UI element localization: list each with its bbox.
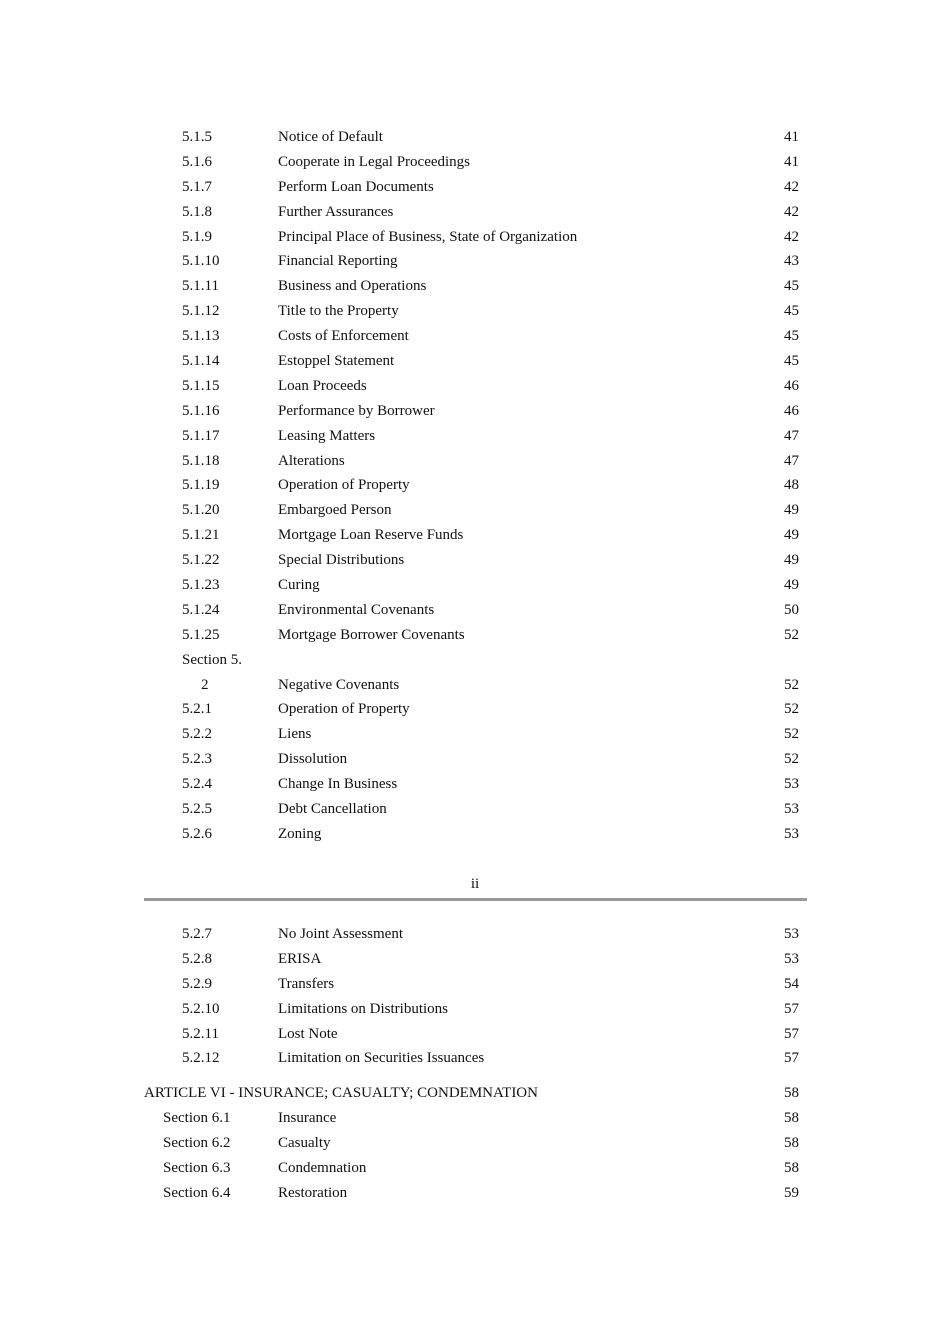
toc-entry [0,797,950,822]
section-page: 59 [784,1184,799,1201]
toc-entry-number: 5.1.16 [182,402,220,419]
toc-entry [0,249,950,274]
toc-entry-page: 49 [784,502,799,519]
toc-entry-number: 5.1.8 [182,203,212,220]
section-title: Condemnation [278,1160,367,1177]
toc-entry-number: 5.1.21 [182,527,220,544]
toc-entry-number: 5.2.12 [182,1050,220,1067]
toc-entry-page: 52 [784,701,799,718]
toc-entry-number: 5.1.17 [182,427,220,444]
toc-section-entry [0,1131,950,1156]
toc-entry-number: 5.1.9 [182,228,212,245]
toc-entry [0,374,950,399]
toc-entry-title: Alterations [278,452,345,469]
toc-entry [0,772,950,797]
section-page: 58 [784,1110,799,1127]
toc-entry-title: Principal Place of Business, State of Organization [278,228,578,245]
toc-entry [0,598,950,623]
toc-page-ii [0,125,950,847]
section-number: Section 6.3 [163,1160,231,1177]
toc-entry-title: Mortgage Borrower Covenants [278,626,465,643]
article-title: ARTICLE VI - INSURANCE; CASUALTY; CONDEMNATION [144,1085,538,1102]
toc-entry-number: 5.2.5 [182,801,212,818]
toc-entry [0,548,950,573]
toc-entry-title: Perform Loan Documents [278,178,434,195]
toc-entry-page: 52 [784,626,799,643]
toc-entry [0,947,950,972]
toc-entry-title: Costs of Enforcement [278,328,409,345]
toc-section-entry [0,1181,950,1206]
toc-entry-page: 49 [784,527,799,544]
toc-entry-title: Negative Covenants [278,676,400,693]
page-divider [144,898,807,901]
toc-entry-number: 5.1.20 [182,502,220,519]
toc-entry-number: 5.1.18 [182,452,220,469]
toc-entry-number: 5.2.10 [182,1000,220,1017]
toc-entry-title: Title to the Property [278,303,399,320]
toc-entry-title: Notice of Default [278,129,383,145]
toc-entry-page: 50 [784,601,799,618]
toc-entry-page: 41 [784,129,799,145]
toc-entry-number: 5.1.7 [182,178,212,195]
toc-entry-title: Performance by Borrower [278,402,435,419]
toc-entry-number: 5.1.11 [182,278,219,295]
toc-entry-number: 5.1.12 [182,303,220,320]
section-title: Casualty [278,1135,331,1152]
toc-entry-page: 57 [784,1050,799,1067]
toc-entry-page: 45 [784,278,799,295]
toc-section-heading [0,648,950,673]
toc-entry [0,1046,950,1071]
toc-entry-title: Curing [278,577,320,594]
toc-entry-title: Transfers [278,975,335,992]
toc-entry [0,922,950,947]
toc-entry [0,523,950,548]
toc-entry-page: 49 [784,552,799,569]
toc-entry-number: 5.1.5 [182,129,212,145]
toc-entry-page: 49 [784,577,799,594]
toc-entry-number: 5.1.14 [182,353,220,370]
toc-entry-title: Dissolution [278,751,348,768]
toc-entry-number: 5.2.6 [182,825,212,842]
toc-entry-number: 5.2.8 [182,950,212,967]
toc-entry-number: 5.1.19 [182,477,220,494]
toc-entry-page: 42 [784,203,799,220]
toc-entry-number: 2 [201,676,209,693]
page-number: ii [470,876,480,892]
toc-entry-number: 5.1.6 [182,153,212,170]
toc-entry-number: 5.1.25 [182,626,220,643]
toc-entry-title: Mortgage Loan Reserve Funds [278,527,464,544]
toc-entry-title: Leasing Matters [278,427,376,444]
toc-entry [0,498,950,523]
toc-entry-title: Environmental Covenants [278,601,435,618]
toc-entry-page: 53 [784,825,799,842]
toc-entry-title: Business and Operations [278,278,427,295]
toc-entry-title: Limitation on Securities Issuances [278,1050,485,1067]
toc-entry [0,573,950,598]
article-page: 58 [784,1085,799,1102]
toc-entry [0,673,950,698]
toc-entry [0,623,950,648]
toc-entry [0,274,950,299]
toc-entry-page: 42 [784,228,799,245]
toc-entry-page: 57 [784,1000,799,1017]
section-page: 58 [784,1160,799,1177]
toc-article-heading [0,1081,950,1106]
toc-entry [0,972,950,997]
toc-entry [0,747,950,772]
toc-entry-page: 45 [784,303,799,320]
section-title: Insurance [278,1110,337,1127]
toc-entry-title: Lost Note [278,1025,338,1042]
toc-entry-number: 5.2.4 [182,776,212,793]
toc-entry-title: Debt Cancellation [278,801,387,818]
section-title: Restoration [278,1184,348,1201]
toc-entry-page: 52 [784,726,799,743]
toc-entry-page: 48 [784,477,799,494]
toc-entry-page: 57 [784,1025,799,1042]
toc-entry [0,399,950,424]
toc-page-next [0,922,950,1206]
toc-entry-page: 47 [784,452,799,469]
toc-entry-title: Financial Reporting [278,253,398,270]
toc-entry-number: 5.1.15 [182,377,220,394]
toc-entry-page: 46 [784,402,799,419]
toc-entry-title: Loan Proceeds [278,377,367,394]
toc-entry-page: 41 [784,153,799,170]
toc-entry-title: ERISA [278,950,322,967]
toc-entry-title: Special Distributions [278,552,405,569]
section-number: Section 6.1 [163,1110,231,1127]
toc-entry-page: 46 [784,377,799,394]
section-number: Section 6.2 [163,1135,231,1152]
toc-entry-title: Operation of Property [278,477,410,494]
toc-entry-title: Embargoed Person [278,502,392,519]
toc-entry [0,150,950,175]
toc-entry-number: 5.2.1 [182,701,212,718]
section-page: 58 [784,1135,799,1152]
toc-entry [0,997,950,1022]
toc-entry-number: 5.1.10 [182,253,220,270]
toc-entry-title: Estoppel Statement [278,353,395,370]
section-number: Section 6.4 [163,1184,231,1201]
toc-entry-page: 45 [784,328,799,345]
toc-entry [0,324,950,349]
toc-entry-page: 43 [784,253,799,270]
toc-entry-page: 53 [784,926,799,942]
toc-entry-page: 53 [784,801,799,818]
toc-entry-number: 5.2.3 [182,751,212,768]
toc-entry [0,822,950,847]
toc-entry [0,1022,950,1047]
toc-entry [0,722,950,747]
toc-section-entry [0,1106,950,1131]
toc-section-entry [0,1156,950,1181]
toc-entry [0,200,950,225]
toc-entry-number: 5.1.24 [182,601,220,618]
toc-entry-number: 5.2.7 [182,926,212,942]
toc-entry [0,125,950,150]
toc-entry-number: 5.1.13 [182,328,220,345]
toc-entry-page: 53 [784,950,799,967]
toc-entry [0,299,950,324]
toc-entry-number: 5.2.11 [182,1025,219,1042]
toc-entry [0,225,950,250]
toc-entry [0,349,950,374]
toc-entry-title: Zoning [278,825,322,842]
toc-entry-title: No Joint Assessment [278,926,404,942]
toc-entry-page: 45 [784,353,799,370]
toc-entry-page: 47 [784,427,799,444]
toc-entry-page: 42 [784,178,799,195]
toc-entry-page: 52 [784,751,799,768]
toc-entry [0,473,950,498]
toc-entry-number: 5.2.2 [182,726,212,743]
toc-entry-number: 5.1.23 [182,577,220,594]
toc-entry-page: 53 [784,776,799,793]
toc-entry-title: Cooperate in Legal Proceedings [278,153,471,170]
toc-entry-title: Limitations on Distributions [278,1000,449,1017]
toc-entry-title: Liens [278,726,312,743]
toc-entry-title: Operation of Property [278,701,410,718]
toc-entry-title: Change In Business [278,776,398,793]
toc-entry [0,449,950,474]
toc-entry-number: Section 5. [182,651,242,668]
toc-entry [0,697,950,722]
toc-entry-page: 52 [784,676,799,693]
toc-entry [0,424,950,449]
toc-entry-number: 5.2.9 [182,975,212,992]
toc-entry-number: 5.1.22 [182,552,220,569]
toc-entry-title: Further Assurances [278,203,394,220]
toc-entry-page: 54 [784,975,799,992]
toc-entry [0,175,950,200]
